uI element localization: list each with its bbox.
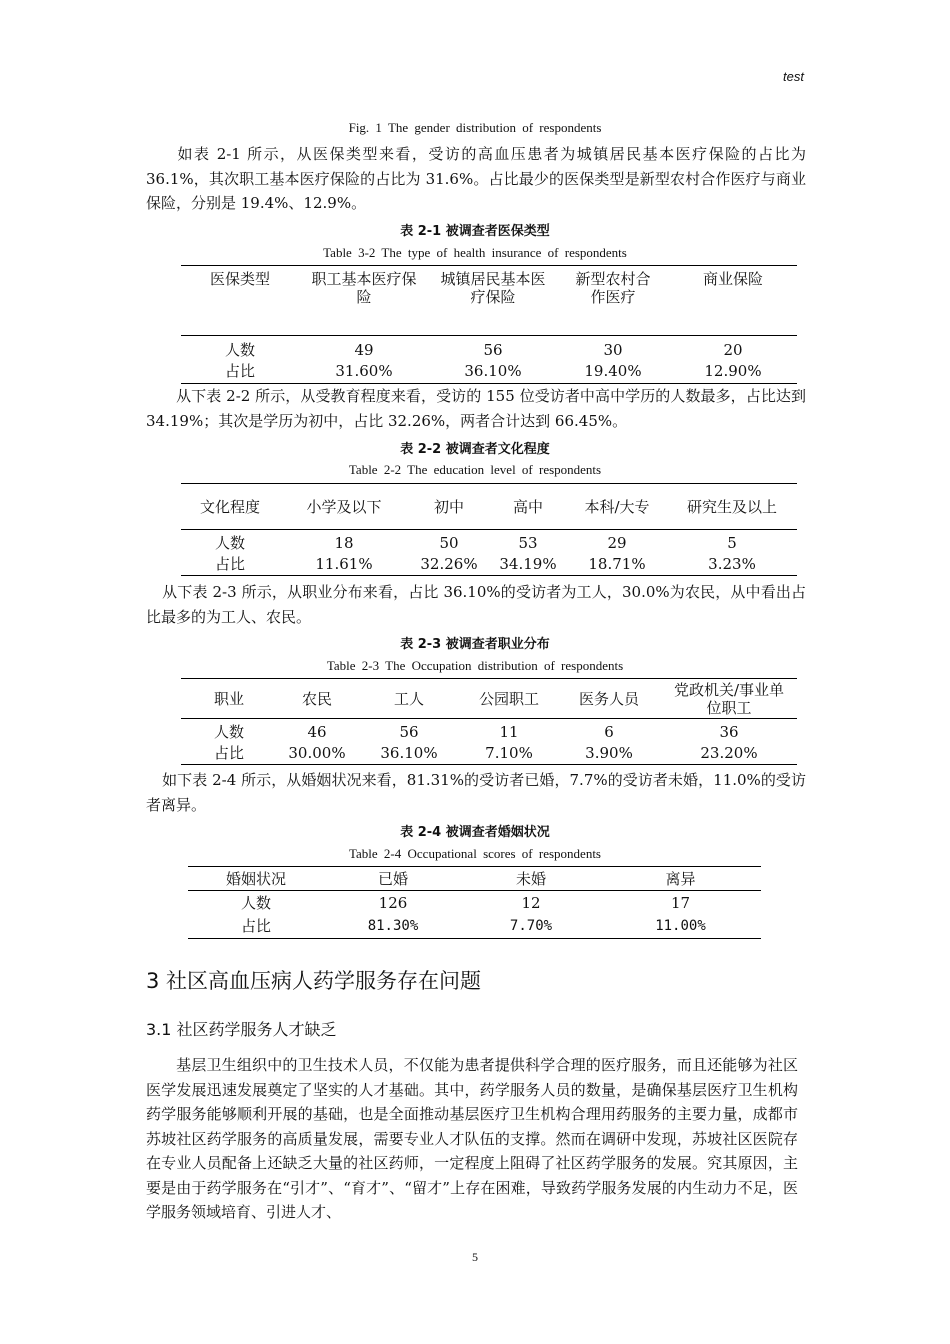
table3-title-cn: 表 2-3 被调查者职业分布 bbox=[400, 637, 550, 652]
table2-header-cell: 研究生及以上 bbox=[686, 497, 777, 516]
table2-cell: 18 bbox=[334, 533, 354, 552]
table1-cell: 56 bbox=[483, 341, 503, 360]
table2-header-cell: 小学及以下 bbox=[306, 497, 382, 516]
table1-cell: 36.10% bbox=[464, 362, 522, 381]
table4-cell: 81.30% bbox=[367, 918, 419, 935]
table3-cell: 11 bbox=[499, 723, 519, 742]
table-marital-status bbox=[188, 866, 761, 939]
paragraph-2 bbox=[146, 384, 806, 433]
table4-cell: 17 bbox=[670, 893, 691, 912]
table4-cell: 7.70% bbox=[509, 918, 553, 935]
table2-title-en: Table 2-2 The education level of respondents bbox=[348, 462, 602, 477]
paragraph-4-text: 如下表 2-4 所示，从婚姻状况来看，81.31%的受访者已婚，7.7%的受访者未婚，11.0%的受访者离异。 bbox=[146, 771, 806, 814]
section-heading: 3 社区高血压病人药学服务存在问题 bbox=[146, 969, 482, 993]
table3-cell: 3.90% bbox=[585, 744, 633, 763]
table4-header-cell: 已婚 bbox=[377, 869, 408, 888]
table3-header-cell: 农民 bbox=[301, 689, 332, 708]
table4-header-cell: 离异 bbox=[665, 869, 696, 888]
table3-header-cell: 医务人员 bbox=[578, 689, 639, 708]
paragraph-3 bbox=[146, 580, 806, 629]
paragraph-5-text: 基层卫生组织中的卫生技术人员，不仅能为患者提供科学合理的医疗服务，而且还能够为社区医学发展迅速发展奠定了坚实的人才基础。其中，药学服务人员的数量，是确保基层医疗卫生机构药学服务能够顺利开展的基础，也是全面推动基层医疗卫生机构合理用药服务的主要力量，成都市苏坡社区药学服务的高质量发展，需要专业人才队伍的支撑。然而在调研中发现，苏坡社区医院存在专业人员配备上还缺乏大量的社区药师，一定程度上阻碍了社区药学服务的发展。究其原因，主要是由于药学服务在“引才”、“育才”、“留才”上存在困难，导致药学服务发展的内生动力不足，医学服务领域培育、引进人才、 bbox=[146, 1056, 798, 1221]
table3-cell: 23.20% bbox=[700, 744, 758, 763]
table2-cell: 3.23% bbox=[708, 555, 756, 574]
table2-header-cell: 高中 bbox=[512, 497, 543, 516]
table-occupation bbox=[181, 678, 797, 765]
table2-title-cn: 表 2-2 被调查者文化程度 bbox=[400, 442, 550, 457]
table-education-level bbox=[181, 483, 797, 576]
table2-cell: 占比 bbox=[214, 555, 245, 574]
table3-cell: 36.10% bbox=[380, 744, 438, 763]
table4-title-cn: 表 2-4 被调查者婚姻状况 bbox=[400, 825, 550, 840]
table4-cell: 12 bbox=[521, 893, 541, 912]
paragraph-1 bbox=[146, 142, 806, 216]
table3-cell: 30.00% bbox=[288, 744, 346, 763]
table3-cell: 56 bbox=[399, 723, 419, 742]
table2-cell: 34.19% bbox=[499, 555, 557, 574]
table1-title-en: Table 3-2 The type of health insurance of respondents bbox=[323, 245, 627, 260]
page-number: 5 bbox=[472, 1250, 478, 1264]
table1-cell: 31.60% bbox=[335, 362, 393, 381]
paragraph-1-text: 如表 2-1 所示，从医保类型来看，受访的高血压患者为城镇居民基本医疗保险的占比为 36.1%，其次职工基本医疗保险的占比为 31.6%。占比最少的医保类型是新型农村合作医疗与商业保险，分别是 19.4%、12.9%。 bbox=[146, 145, 806, 212]
paragraph-5 bbox=[146, 1053, 798, 1225]
table2-header-cell: 文化程度 bbox=[199, 497, 260, 516]
paragraph-4 bbox=[146, 768, 806, 817]
table2-cell: 50 bbox=[439, 533, 459, 552]
figure-caption: Fig. 1 The gender distribution of respondents bbox=[348, 120, 602, 135]
table1-header-cell: 商业保险 bbox=[702, 270, 763, 288]
table2-cell: 18.71% bbox=[588, 555, 646, 574]
table1-cell: 占比 bbox=[224, 362, 255, 381]
table3-title-en: Table 2-3 The Occupation distribution of respondents bbox=[326, 658, 624, 673]
table4-title-en: Table 2-4 Occupational scores of respondents bbox=[349, 846, 601, 861]
table1-cell: 12.90% bbox=[704, 362, 762, 381]
table1-header-cell: 城镇居民基本医疗保险 bbox=[440, 270, 546, 306]
table1-header-cell: 新型农村合作医疗 bbox=[575, 270, 651, 306]
table3-cell: 46 bbox=[307, 723, 327, 742]
paragraph-2-text: 从下表 2-2 所示，从受教育程度来看，受访的 155 位受访者中高中学历的人数最多，占比达到 34.19%；其次是学历为初中，占比 32.26%，两者合计达到 66.45%。 bbox=[146, 387, 806, 430]
table4-header-cell: 婚姻状况 bbox=[225, 869, 286, 888]
subsection-heading: 3.1 社区药学服务人才缺乏 bbox=[146, 1020, 337, 1039]
table1-title-cn: 表 2-1 被调查者医保类型 bbox=[400, 224, 550, 239]
table2-cell: 32.26% bbox=[420, 555, 478, 574]
table2-cell: 11.61% bbox=[315, 555, 373, 574]
table1-cell: 49 bbox=[354, 341, 374, 360]
table1-cell: 30 bbox=[603, 341, 623, 360]
table3-header-cell: 职业 bbox=[213, 689, 244, 708]
table2-header-cell: 初中 bbox=[433, 497, 464, 516]
table3-cell: 人数 bbox=[213, 723, 244, 742]
table2-cell: 人数 bbox=[214, 533, 245, 552]
table3-cell: 7.10% bbox=[485, 744, 533, 763]
table3-header-cell: 党政机关/事业单位职工 bbox=[673, 680, 785, 717]
table1-cell: 20 bbox=[723, 341, 743, 360]
table2-header-cell: 本科/大专 bbox=[584, 497, 650, 516]
table2-cell: 29 bbox=[607, 533, 627, 552]
table1-cell: 人数 bbox=[224, 341, 255, 360]
table1-header-cell: 医保类型 bbox=[209, 270, 270, 288]
table1-header-cell: 职工基本医疗保险 bbox=[311, 270, 417, 306]
table4-header-cell: 未婚 bbox=[515, 869, 546, 888]
table4-cell: 11.00% bbox=[655, 918, 706, 935]
paragraph-3-text: 从下表 2-3 所示，从职业分布来看，占比 36.10%的受访者为工人，30.0%为农民，从中看出占比最多的为工人、农民。 bbox=[146, 583, 806, 626]
table3-cell: 6 bbox=[604, 723, 614, 742]
table2-cell: 53 bbox=[518, 533, 538, 552]
table3-header-cell: 公园职工 bbox=[478, 689, 539, 708]
table4-cell: 人数 bbox=[240, 893, 271, 912]
table2-cell: 5 bbox=[727, 533, 737, 552]
table4-cell: 占比 bbox=[240, 917, 271, 936]
table3-header-cell: 工人 bbox=[393, 689, 424, 708]
table3-cell: 36 bbox=[719, 723, 739, 742]
page-header: test bbox=[783, 69, 804, 84]
table1-cell: 19.40% bbox=[584, 362, 642, 381]
table3-cell: 占比 bbox=[213, 744, 244, 763]
table-health-insurance bbox=[181, 265, 797, 384]
table4-cell: 126 bbox=[378, 893, 408, 912]
